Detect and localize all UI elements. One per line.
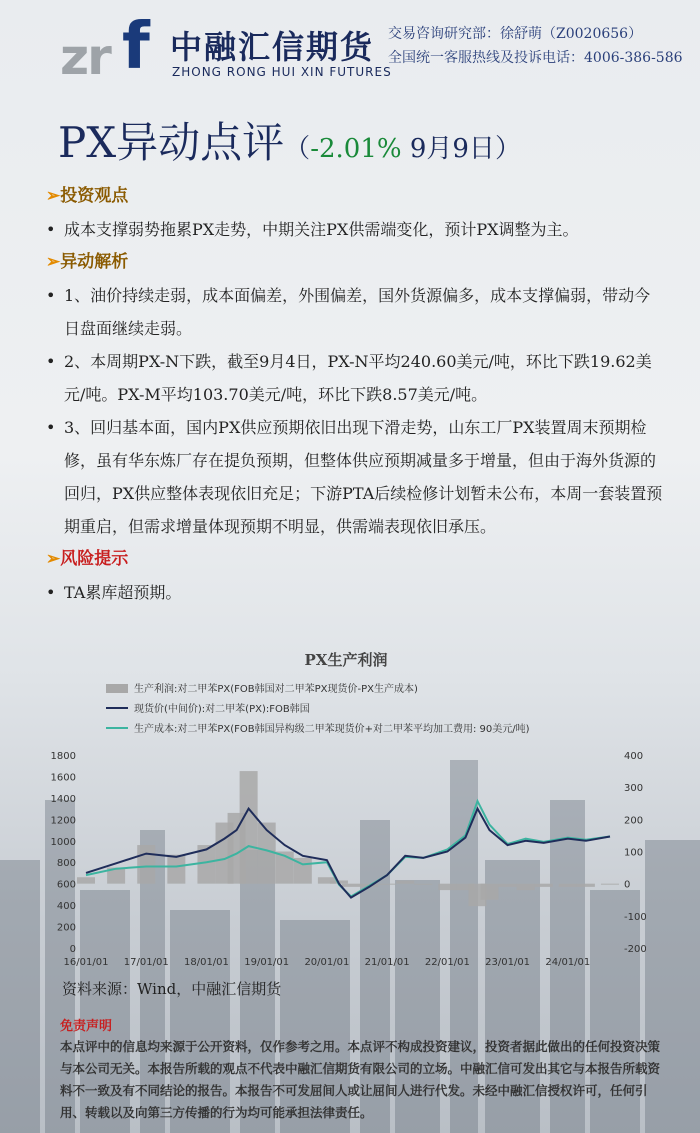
profit-bar — [342, 884, 360, 887]
x-tick-label: 24/01/01 — [545, 957, 591, 968]
logo-chinese-name: 中融汇信期货 — [170, 28, 375, 66]
y-left-tick-label: 1800 — [50, 751, 76, 762]
arrow-icon: ➢ — [46, 186, 61, 206]
x-tick-label: 20/01/01 — [304, 957, 350, 968]
y-right-tick-label: -100 — [624, 911, 646, 923]
section-view-label: 投资观点 — [60, 186, 129, 206]
profit-bar — [481, 884, 499, 900]
profit-bar — [77, 877, 95, 883]
profit-bar — [499, 884, 517, 887]
list-item: • 成本支撑弱势拖累PX走势，中期关注PX供需端变化，预计PX调整为主。 — [46, 213, 666, 246]
logo-mark-zr: zr — [60, 28, 110, 86]
profit-bar — [137, 845, 155, 884]
profit-bar — [240, 771, 258, 884]
y-right-tick-label: 300 — [624, 783, 644, 795]
chart-svg — [46, 645, 646, 975]
header — [0, 0, 700, 90]
report-content — [46, 180, 666, 609]
analyst-info: 交易咨询研究部：徐舒萌（Z0020656） — [388, 26, 643, 42]
title-open-paren: （ — [284, 134, 311, 164]
arrow-icon: ➢ — [46, 252, 61, 272]
x-tick-label: 18/01/01 — [183, 957, 229, 968]
list-item: • 2、本周期PX-N下跌，截至9月4日，PX-N平均240.60美元/吨，环比下跌19.62美元/吨。PX-M平均103.70美元/吨，环比下跌8.57美元/吨。 — [46, 345, 666, 411]
y-right-tick-label: 100 — [624, 847, 644, 859]
x-tick-label: 16/01/01 — [63, 957, 109, 968]
logo-mark-f: f — [122, 10, 150, 84]
section-heading-analysis — [46, 246, 666, 279]
y-right-tick-label: 200 — [624, 815, 644, 827]
chart-title: PX生产利润 — [304, 651, 388, 669]
profit-bar — [559, 884, 577, 887]
x-tick-label: 17/01/01 — [123, 957, 169, 968]
y-left-tick-label: 1200 — [50, 815, 76, 827]
profit-bar — [535, 884, 553, 887]
section-risk-label: 风险提示 — [60, 549, 129, 569]
y-left-tick-label: 1600 — [50, 772, 76, 784]
y-left-tick-label: 200 — [56, 922, 76, 934]
y-right-tick-label: 0 — [624, 879, 631, 891]
title-close-paren: ） — [494, 134, 521, 164]
disclaimer-text: 本点评中的信息均来源于公开资料，仅作参考之用。本点评不构成投资建议，投资者据此做出的任何投资决策与本公司无关。本报告所载的观点不代表中融汇信期货有限公司的立场。中融汇信可发出其它与本报告所载资料不一致及有不同结论的报告。本报告不可发屈间人或让屈间人进行代发。未经中融汇信授权许可，任何引用、转载以及向第三方传播的行为均可能承担法律责任。 — [60, 1039, 661, 1120]
hotline-info: 全国统一客服热线及投诉电话：4006-386-586 — [388, 50, 683, 66]
y-left-tick-label: 1000 — [50, 836, 76, 848]
cost-line — [86, 801, 610, 896]
section-heading-risk — [46, 543, 666, 576]
title-change-percent: -2.01% — [310, 134, 402, 164]
data-source: 资料来源：Wind，中融汇信期货 — [62, 980, 282, 998]
list-item: • 1、油价持续走弱，成本面偏差，外围偏差，国外货源偏多，成本支撑偏弱，带动今日盘面继续走弱。 — [46, 279, 666, 345]
x-tick-label: 23/01/01 — [485, 957, 531, 968]
x-tick-label: 19/01/01 — [244, 957, 290, 968]
x-tick-label: 22/01/01 — [424, 957, 470, 968]
header-contact — [388, 22, 683, 70]
legend-label: 生产成本:对二甲苯PX(FOB韩国异构级二甲苯现货价+对二甲苯平均加工费用: 90美元/吨) — [134, 724, 530, 735]
page-title — [58, 110, 521, 170]
px-profit-chart — [46, 645, 646, 975]
profit-bar — [378, 884, 396, 885]
profit-bar — [396, 880, 414, 883]
disclaimer-title: 免责声明 — [60, 1019, 113, 1034]
section-heading-view — [46, 180, 666, 213]
y-left-tick-label: 800 — [56, 858, 76, 870]
y-left-tick-label: 1400 — [50, 793, 76, 805]
profit-bar — [601, 884, 619, 885]
list-item: • 3、回归基本面，国内PX供应预期依旧出现下滑走势，山东工厂PX装置周末预期检修，虽有华东炼厂存在提负预期，但整体供应预期减量多于增量，但由于海外货源的回归，PX供应整体表现依旧充足；下游PTA后续检修计划暂未公布，本周一套装置预期重启，但需求增量体现预期不明显，供需端表现依旧承压。 — [46, 411, 666, 543]
section-analysis-label: 异动解析 — [60, 252, 129, 272]
logo-english-name: ZHONG RONG HUI XIN FUTURES — [172, 65, 392, 79]
legend-label: 现货价(中间价):对二甲苯(PX):FOB韩国 — [134, 704, 310, 715]
profit-bar — [577, 884, 595, 887]
title-main: PX异动点评 — [58, 118, 285, 167]
arrow-icon: ➢ — [46, 549, 61, 569]
y-left-tick-label: 600 — [56, 879, 76, 891]
legend-swatch — [106, 684, 128, 693]
y-left-tick-label: 400 — [56, 901, 76, 913]
title-date: 9月9日 — [401, 134, 495, 164]
y-right-tick-label: -200 — [624, 944, 646, 955]
company-logo — [60, 10, 400, 86]
profit-bar — [167, 855, 185, 884]
profit-bar — [438, 884, 456, 890]
x-tick-label: 21/01/01 — [364, 957, 410, 968]
y-left-tick-label: 0 — [69, 944, 76, 955]
y-right-tick-label: 400 — [624, 751, 644, 762]
profit-bar — [517, 884, 535, 890]
list-item: • TA累库超预期。 — [46, 576, 666, 609]
profit-bar — [414, 884, 432, 885]
legend-label: 生产利润:对二甲苯PX(FOB韩国对二甲苯PX现货价-PX生产成本) — [134, 684, 418, 695]
